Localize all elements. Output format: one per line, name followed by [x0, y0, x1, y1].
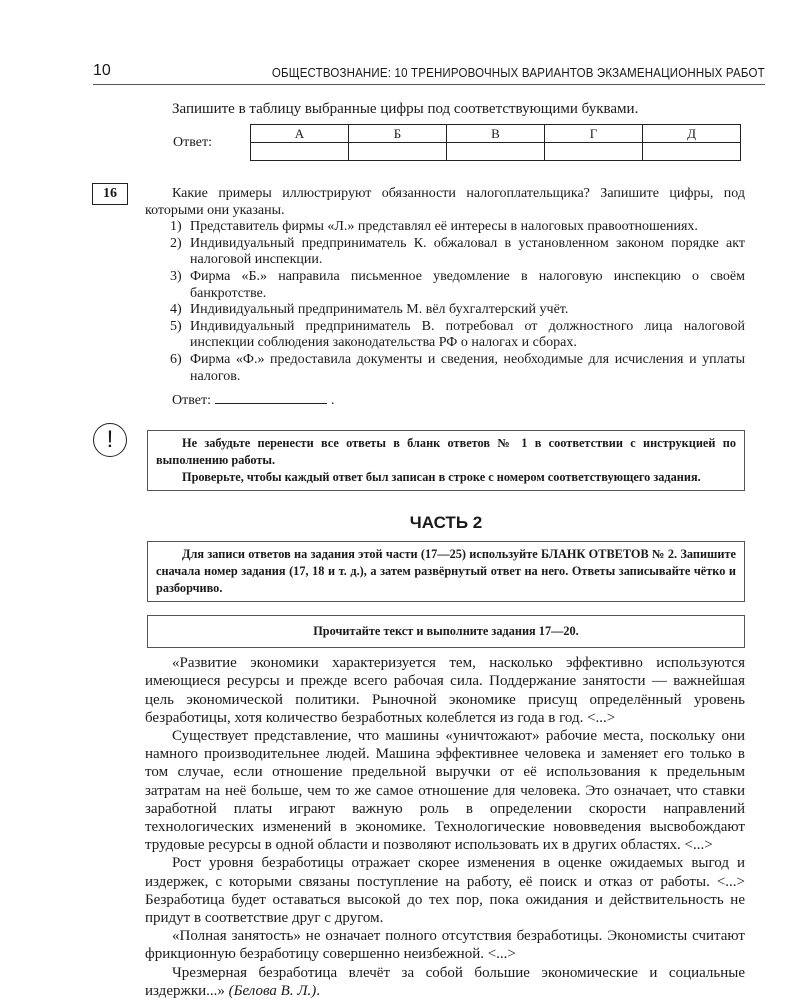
passage-paragraph: «Полная занятость» не означает полного отсутствия безработицы. Экономисты считают фрикционную безработицу совершенно неизбежной. <...> — [145, 928, 745, 963]
answer-input-line[interactable] — [215, 391, 327, 404]
passage-paragraph-last — [145, 964, 745, 1000]
passage-paragraph: Чрезмерная безработица влечёт за собой большие экономические и социальные издержки...» — [145, 964, 745, 999]
list-item — [170, 269, 745, 302]
list-item — [170, 302, 745, 319]
running-header-title: ОБЩЕСТВОЗНАНИЕ: 10 ТРЕНИРОВОЧНЫХ ВАРИАНТОВ ЭКЗАМЕНАЦИОННЫХ РАБОТ — [272, 66, 765, 80]
option-text: Индивидуальный предприниматель М. вёл бухгалтерский учёт. — [190, 302, 569, 318]
section-title: ЧАСТЬ 2 — [409, 513, 483, 533]
notice-line: Не забудьте перенести все ответы в бланк ответов № 1 в соответствии с инструкцией по выполнению работы. — [156, 436, 736, 468]
option-text: Индивидуальный предприниматель В. потребовал от должностного лица налоговой инспекции соблюдения законодательства РФ о налогах и сборах. — [190, 318, 745, 351]
list-item — [170, 319, 745, 352]
task-options-list — [170, 219, 745, 385]
passage — [145, 654, 745, 1000]
column-header: А — [251, 125, 349, 143]
exclamation-icon: ! — [93, 423, 127, 457]
option-text: Индивидуальный предприниматель К. обжаловал в установленном законом порядке акт налоговой инспекции. — [190, 235, 745, 268]
read-prompt: Прочитайте текст и выполните задания 17—20. — [313, 624, 579, 639]
notice-line: Проверьте, чтобы каждый ответ был записан в строке с номером соответствующего задания. — [182, 470, 701, 485]
part2-section — [92, 513, 745, 648]
answer-label: Ответ: — [173, 135, 212, 150]
column-header: Б — [349, 125, 447, 143]
passage-paragraph: Рост уровня безработицы отражает скорее изменения в оценке ожидаемых выгод и издержек, с которыми связаны поступление на работу, её поиск и отказ от работы. <...> Безработица будет оставаться высокой до тех пор, пока ожидания и действительность не придут в соответствие друг с другом. — [145, 855, 745, 926]
page-number: 10 — [93, 62, 111, 79]
notice-row — [92, 426, 745, 491]
header-divider — [93, 84, 765, 85]
option-text: Фирма «Б.» направила письменное уведомление в налоговую инспекцию о своём банкротстве. — [190, 268, 745, 301]
option-number: 2) — [170, 235, 182, 251]
answer-cell[interactable] — [447, 143, 545, 161]
page-content — [92, 183, 745, 1000]
citation: (Белова В. Л.) — [228, 982, 317, 999]
option-number: 4) — [170, 302, 182, 318]
answer-table — [250, 124, 741, 161]
option-number: 3) — [170, 268, 182, 284]
answer-label: Ответ: — [172, 393, 211, 409]
answer-cell[interactable] — [251, 143, 349, 161]
passage-paragraph: Существует представление, что машины «уничтожают» рабочие места, поскольку они намного производительнее людей. Машина эффективнее человека и заменяет его только в том случае, если отношение предельной выручки от её использования к предельным затратам на неё больше, чем то же самое отношение для человека. Это означает, что ставки заработной платы играют важную роль в определении скорости направлений технологических изменений в экономике. Технологические нововведения высвобождают трудовые ресурсы в одной области и позволяют использовать их в других областях. <...> — [145, 727, 745, 854]
option-number: 5) — [170, 318, 182, 334]
task-16 — [92, 183, 745, 410]
task-answer — [172, 391, 745, 410]
column-header: Г — [545, 125, 643, 143]
passage-paragraph: «Развитие экономики характеризуется тем, насколько эффективно используются имеющиеся ресурсы и прежде всего рабочая сила. Поддержание занятости — важнейшая цель экономической политики. Рыночной экономике присущ определённый уровень безработицы, хотя количество безработных колеблется из года в год. <...> — [145, 655, 745, 726]
option-text: Фирма «Ф.» предоставила документы и сведения, необходимые для исчисления и уплаты налогов. — [190, 351, 745, 384]
answer-cell[interactable] — [643, 143, 741, 161]
part2-instructions: Для записи ответов на задания этой части (17—25) используйте БЛАНК ОТВЕТОВ № 2. Запишите сначала номер задания (17, 18 и т. д.), а затем развёрнутый ответ на него. Ответы записывайте чётко и разборчиво. — [156, 547, 736, 596]
list-item — [170, 219, 745, 236]
read-prompt-box — [147, 615, 745, 648]
answer-cell[interactable] — [545, 143, 643, 161]
task-question-text: Какие примеры иллюстрируют обязанности налогоплательщика? Запишите цифры, под которыми они указаны. — [145, 186, 745, 218]
column-header: В — [447, 125, 545, 143]
list-item — [170, 236, 745, 269]
column-header: Д — [643, 125, 741, 143]
notice-box — [147, 430, 745, 491]
option-text: Представитель фирмы «Л.» представлял её интересы в налоговых правоотношениях. — [190, 219, 698, 235]
option-number: 1) — [170, 219, 182, 235]
table-instruction: Запишите в таблицу выбранные цифры под соответствующими буквами. — [172, 101, 639, 117]
citation-end: . — [316, 982, 320, 999]
answer-end: . — [330, 393, 335, 409]
list-item — [170, 352, 745, 385]
option-number: 6) — [170, 351, 182, 367]
answer-cell[interactable] — [349, 143, 447, 161]
part2-instructions-box — [147, 541, 745, 602]
task-number-box: 16 — [92, 183, 128, 205]
